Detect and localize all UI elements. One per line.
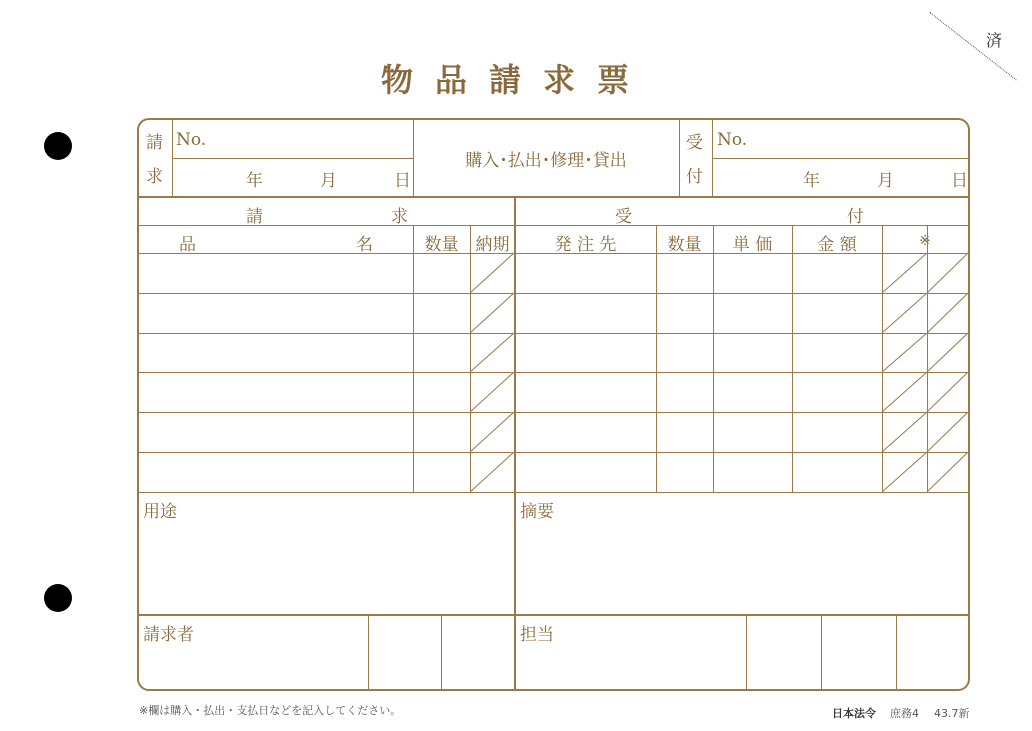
form-code: 庶務4 (890, 707, 919, 720)
usage-label: 用途 (143, 502, 177, 522)
publisher-name: 日本法令 (832, 707, 876, 720)
bottom-section-divider (139, 614, 968, 616)
purpose-types: 購入･払出･修理･貸出 (465, 151, 627, 171)
column-quantity: 数量 (424, 235, 459, 255)
receipt-month-label: 月 (877, 171, 894, 191)
receipt-label-top: 受 (686, 133, 703, 153)
binder-hole-bottom (44, 584, 72, 612)
form-title: 物品請求票 (380, 61, 651, 99)
request-month-label: 月 (320, 171, 337, 191)
edition-code: 43.7新 (934, 707, 970, 720)
request-label-bottom: 求 (146, 167, 163, 187)
person-in-charge-label: 担当 (520, 625, 554, 645)
receipt-year-label: 年 (803, 171, 820, 191)
request-day-label: 日 (394, 171, 411, 191)
request-form (137, 118, 970, 691)
column-unit-price: 単 価 (732, 235, 773, 255)
request-section-right: 求 (391, 207, 408, 227)
receipt-label-bottom: 付 (686, 167, 703, 187)
request-year-label: 年 (246, 171, 263, 191)
column-item-right: 名 (356, 235, 373, 255)
seal-box-divider (441, 614, 442, 691)
column-item-left: 品 (179, 235, 196, 255)
request-no-label: No. (176, 130, 207, 150)
seal-box-divider (368, 614, 369, 691)
request-label-top: 請 (146, 133, 163, 153)
column-note-mark: ※ (919, 233, 931, 249)
requester-label: 請求者 (143, 625, 194, 645)
seal-box-divider (896, 614, 897, 691)
remarks-label: 摘要 (520, 502, 554, 522)
stamp-label: 済 (986, 31, 1003, 50)
column-supplier: 発 注 先 (554, 235, 617, 255)
binder-hole-top (44, 132, 72, 160)
receipt-day-label: 日 (951, 171, 968, 191)
request-section-left: 請 (246, 207, 263, 227)
receipt-no-label: No. (717, 130, 748, 150)
column-due: 納期 (475, 235, 510, 255)
seal-box-divider (746, 614, 747, 691)
diagonal-hatching (139, 120, 968, 692)
receipt-section-right: 付 (847, 207, 864, 227)
column-amount: 金 額 (817, 235, 857, 255)
column-quantity2: 数量 (667, 235, 702, 255)
footer-note: ※欄は購入・払出・支払日などを記入してください。 (139, 704, 402, 717)
receipt-section-left: 受 (615, 207, 632, 227)
seal-box-divider (821, 614, 822, 691)
